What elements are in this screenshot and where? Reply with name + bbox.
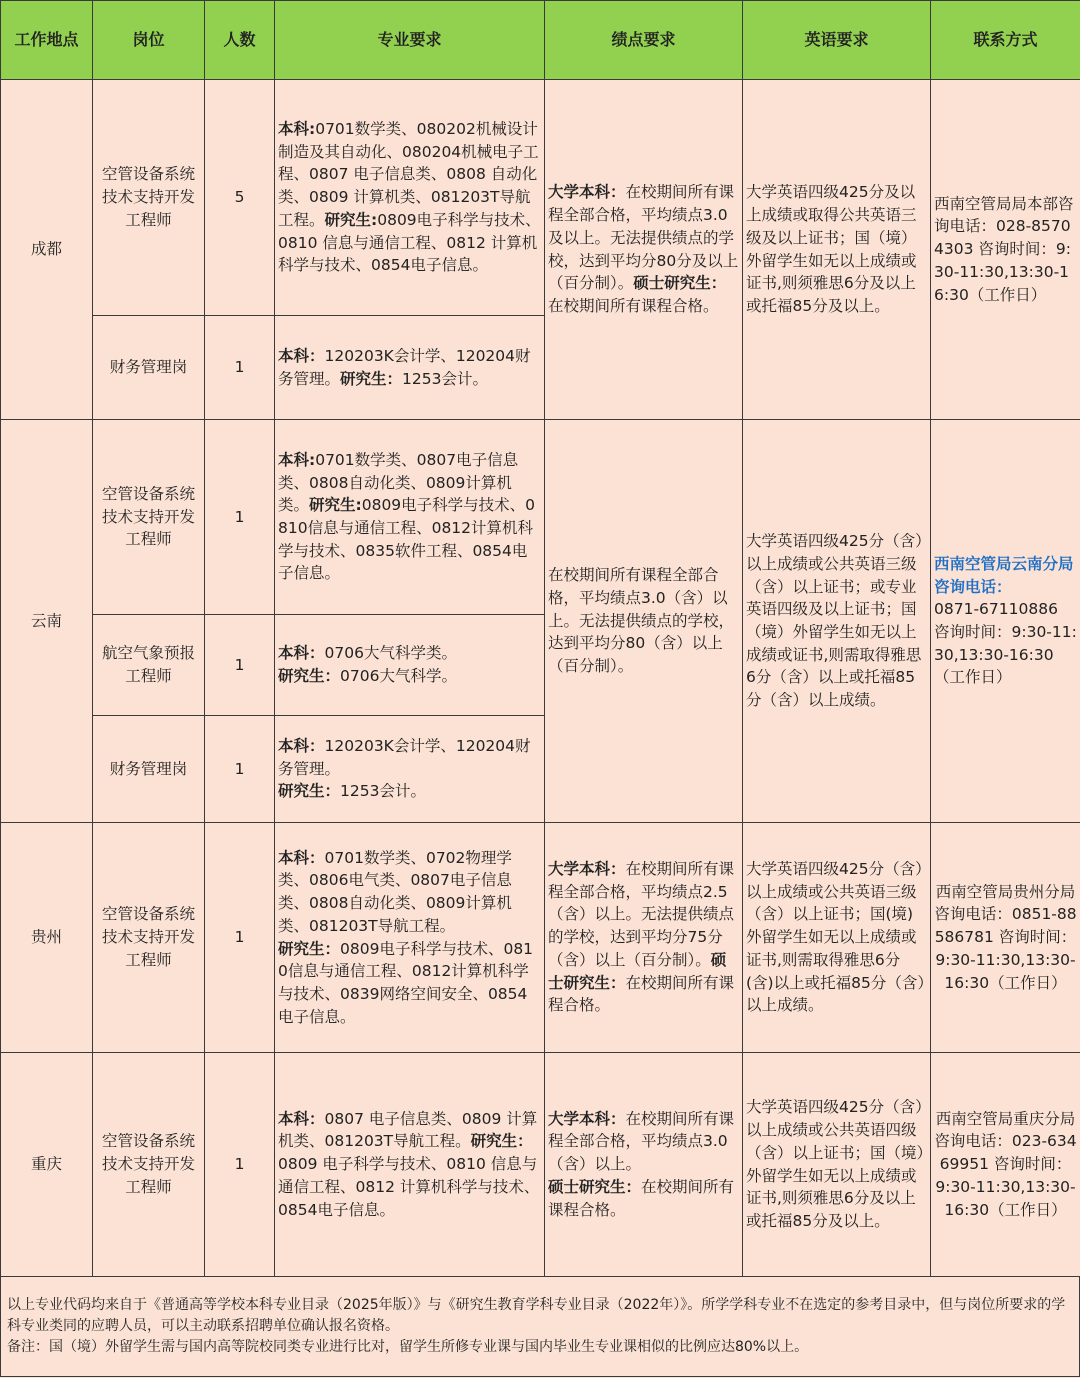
contact-cell: [931, 420, 1080, 823]
major-text-undergrad: 0701数学类、080202机械设计制造及其自动化、080204机械电子工程、0807 电子信息类、0808 自动化类、0809 计算机类、081203T导航工程。: [278, 120, 539, 229]
contact-cell: 西南空管局重庆分局咨询电话：023-63469951 咨询时间：9:30-11:30,13:30-16:30（工作日）: [931, 1053, 1080, 1277]
location-cell: 云南: [1, 420, 93, 823]
major-label-undergrad: 本科：: [278, 736, 325, 755]
header-count: 人数: [205, 1, 275, 80]
table-row: [1, 823, 1080, 1053]
table-row: [1, 80, 1080, 316]
header-row: [1, 1, 1080, 80]
header-location: 工作地点: [1, 1, 93, 80]
gpa-cell: [545, 1053, 743, 1277]
header-contact: 联系方式: [931, 1, 1080, 80]
count-cell: 1: [205, 420, 275, 615]
position-cell: 空管设备系统技术支持开发工程师: [93, 823, 205, 1053]
major-text-grad: 0809电子科学与技术、0810信息与通信工程、0812计算机科学与技术、0839网络空间安全、0854电子信息。: [278, 939, 534, 1026]
footnote-line-2: 备注：国（境）外留学生需与国内高等院校同类专业进行比对，留学生所修专业课与国内毕业生专业课相似的比例应达80%以上。: [7, 1339, 809, 1355]
major-cell: [275, 823, 545, 1053]
gpa-text-undergrad: 在校期间所有课程全部合格，平均绩点3.0（含）以上。: [548, 1109, 735, 1174]
gpa-label-undergrad: 大学本科：: [548, 183, 626, 202]
gpa-label-undergrad: 大学本科：: [548, 860, 626, 879]
gpa-cell: [545, 823, 743, 1053]
major-label-undergrad: 本科：: [278, 1109, 325, 1128]
position-cell: 财务管理岗: [93, 716, 205, 823]
gpa-label-grad: 硕士研究生：: [548, 1177, 642, 1196]
major-label-grad: 研究生:: [324, 210, 378, 229]
major-text-grad: 1253会计。: [340, 782, 426, 801]
major-label-grad: 研究生：: [278, 782, 341, 801]
contact-cell: 西南空管局贵州分局咨询电话：0851-88586781 咨询时间：9:30-11:30,13:30-16:30（工作日）: [931, 823, 1080, 1053]
gpa-label-undergrad: 大学本科：: [548, 1109, 626, 1128]
english-cell: 大学英语四级425分（含）以上成绩或公共英语三级（含）以上证书；国(境)外留学生如无以上成绩或证书,则需取得雅思6分(含)以上或托福85分（含）以上成绩。: [743, 823, 931, 1053]
position-cell: 空管设备系统技术支持开发工程师: [93, 80, 205, 316]
major-label-undergrad: 本科：: [278, 346, 325, 365]
position-cell: 空管设备系统技术支持开发工程师: [93, 1053, 205, 1277]
major-text-grad: 0706大气科学。: [340, 667, 457, 685]
contact-title: 西南空管局云南分局咨询电话：: [934, 554, 1074, 596]
location-cell: 成都: [1, 80, 93, 420]
major-label-undergrad: 本科:: [278, 450, 316, 469]
table-row: [1, 420, 1080, 615]
gpa-text-grad: 在校期间所有课程合格。: [548, 1177, 735, 1219]
major-cell: [275, 716, 545, 823]
major-cell: [275, 80, 545, 316]
gpa-cell: 在校期间所有课程全部合格，平均绩点3.0（含）以上。无法提供绩点的学校，达到平均分80（含）以上（百分制）。: [545, 420, 743, 823]
count-cell: 1: [205, 615, 275, 716]
footnote-line-1: 以上专业代码均来自于《普通高等学校本科专业目录（2025年版）》与《研究生教育学科专业目录（2022年）》。所学学科专业不在选定的参考目录中，但与岗位所要求的学科专业类同的应聘人员，可以主动联系招聘单位确认报名资格。: [7, 1297, 1066, 1334]
major-text-undergrad: 0807 电子信息类、0809 计算机类、081203T导航工程。: [278, 1109, 538, 1151]
location-cell: 重庆: [1, 1053, 93, 1277]
major-label-undergrad: 本科:: [278, 120, 316, 139]
major-text-undergrad: 120203K会计学、120204财务管理。: [278, 346, 531, 388]
gpa-label-grad: 硕士研究生：: [633, 274, 727, 293]
gpa-label-grad: 硕士研究生：: [548, 950, 727, 992]
contact-cell: 西南空管局局本部咨询电话：028-85704303 咨询时间：9:30-11:30,13:30-16:30（工作日）: [931, 80, 1080, 420]
position-cell: 财务管理岗: [93, 316, 205, 420]
footnote: [0, 1277, 1080, 1377]
major-text-grad: 0809电子科学与技术、0810信息与通信工程、0812计算机科学与技术、0835软件工程、0854电子信息。: [278, 496, 536, 583]
gpa-text-undergrad: 在校期间所有课程全部合格，平均绩点3.0及以上。无法提供绩点的学校，达到平均分80分及以上（百分制）。: [548, 183, 739, 293]
major-label-grad: 研究生：: [470, 1132, 533, 1151]
major-label-grad: 研究生：: [278, 939, 341, 958]
location-cell: 贵州: [1, 823, 93, 1053]
major-label-undergrad: 本科：: [278, 644, 325, 663]
header-gpa: 绩点要求: [545, 1, 743, 80]
header-position: 岗位: [93, 1, 205, 80]
major-text-grad: 0809电子科学与技术、0810 信息与通信工程、0812 计算机科学与技术、0854电子信息。: [278, 210, 541, 275]
major-text-undergrad: 120203K会计学、120204财务管理。: [278, 736, 531, 778]
gpa-text-grad: 在校期间所有课程合格。: [548, 973, 735, 1015]
major-label-grad: 研究生：: [340, 369, 403, 388]
gpa-cell: [545, 80, 743, 420]
english-cell: 大学英语四级425分（含）以上成绩或公共英语四级（含）以上证书；国（境）外留学生如无以上成绩或证书,则须雅思6分及以上或托福85分及以上。: [743, 1053, 931, 1277]
contact-text: 0871-67110886 咨询时间：9:30-11:30,13:30-16:30（工作日）: [934, 600, 1077, 687]
position-cell: 空管设备系统技术支持开发工程师: [93, 420, 205, 615]
major-text-undergrad: 0701数学类、0807电子信息类、0808自动化类、0809计算机类。: [278, 450, 519, 515]
major-cell: [275, 615, 545, 716]
major-label-grad: 研究生:: [309, 496, 362, 515]
count-cell: 1: [205, 1053, 275, 1277]
major-text-grad: 1253会计。: [402, 369, 488, 388]
major-cell: [275, 420, 545, 615]
position-cell: 航空气象预报工程师: [93, 615, 205, 716]
count-cell: 1: [205, 716, 275, 823]
major-text-grad: 0809 电子科学与技术、0810 信息与通信工程、0812 计算机科学与技术、0854电子信息。: [278, 1155, 540, 1219]
count-cell: 1: [205, 823, 275, 1053]
table-row: [1, 1053, 1080, 1277]
count-cell: 1: [205, 316, 275, 420]
count-cell: 5: [205, 80, 275, 316]
header-english: 英语要求: [743, 1, 931, 80]
major-cell: [275, 1053, 545, 1277]
major-label-undergrad: 本科：: [278, 848, 325, 867]
gpa-text-grad: 在校期间所有课程合格。: [548, 296, 719, 315]
header-major: 专业要求: [275, 1, 545, 80]
major-text-undergrad: 0701数学类、0702物理学类、0806电气类、0807电子信息类、0808自动化类、0809计算机类、081203T导航工程。: [278, 848, 512, 935]
english-cell: 大学英语四级425分（含）以上成绩或公共英语三级（含）以上证书；或专业英语四级及以上证书；国（境）外留学生如无以上成绩或证书,则需取得雅思6分（含）以上或托福85分（含）以上成绩。: [743, 420, 931, 823]
english-cell: 大学英语四级425分及以上成绩或取得公共英语三级及以上证书；国（境）外留学生如无以上成绩或证书,则须雅思6分及以上或托福85分及以上。: [743, 80, 931, 420]
gpa-text-undergrad: 在校期间所有课程全部合格，平均绩点2.5（含）以上。无法提供绩点的学校，达到平均分75分（含）以上（百分制）。: [548, 860, 735, 969]
major-cell: [275, 316, 545, 420]
major-text-undergrad: 0706大气科学类。: [324, 644, 457, 663]
major-label-grad: 研究生：: [278, 667, 341, 685]
